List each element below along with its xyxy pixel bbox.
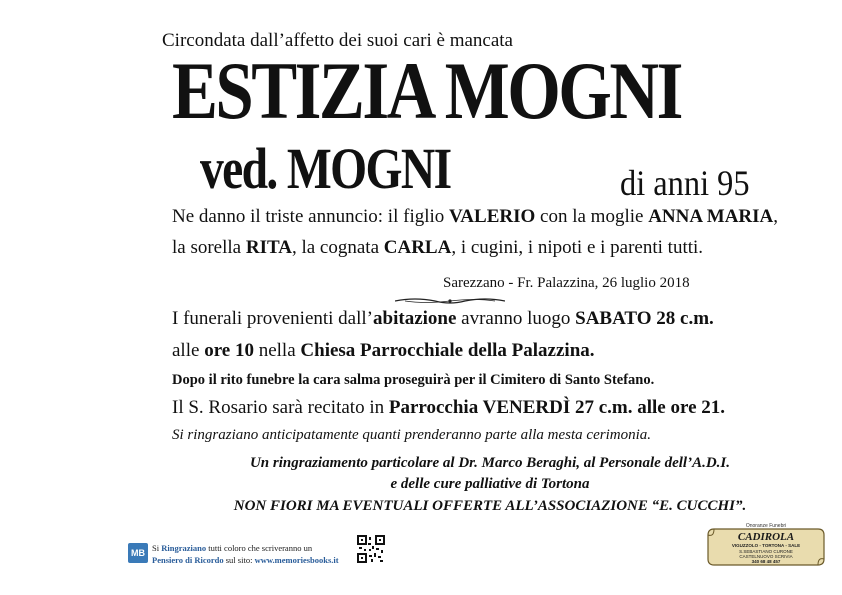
funeral-church: Chiesa Parrocchiale della Palazzina. [300,340,595,361]
age: di anni 95 [620,163,750,203]
seal-top: Onoranze Funebri [745,523,787,529]
intro-text: Circondata dall’affetto dei suoi cari è mancata [162,30,513,51]
daughter-in-law-name: ANNA MARIA [648,206,774,227]
memoriesbooks-logo: MB [128,543,148,563]
thanks-special-2: e delle cure palliative di Tortona [390,476,590,492]
deceased-name: ESTIZIA MOGNI [172,45,681,136]
rosary-details: Parrocchia VENERDÌ 27 c.m. alle ore 21. [388,397,726,418]
funeral-line-1: I funerali provenienti dall’abitazione avranno luogo SABATO 28 c.m. [172,308,714,329]
place-date: Sarezzano - Fr. Palazzina, 26 luglio 2018 [443,275,690,291]
funeral-line-2: alle ore 10 nella Chiesa Parrocchiale della Palazzina. [172,340,595,361]
footer-line-1: Si Ringraziano tutti coloro che scriveranno un [152,543,313,553]
ornament-divider [395,295,505,307]
funeral-time: ore 10 [204,340,254,361]
rosary-line: Il S. Rosario sarà recitato in Parrocchia VENERDÌ 27 c.m. alle ore 21. [172,397,726,418]
after-rite-text: Dopo il rito funebre la cara salma proseguirà per il Cimitero di Santo Stefano. [172,372,655,388]
sister-name: RITA [245,237,292,258]
announcement-line-2: la sorella RITA, la cognata CARLA, i cugini, i nipoti e i parenti tutti. [172,237,704,258]
no-flowers-text: NON FIORI MA EVENTUALI OFFERTE ALL’ASSOCIAZIONE “E. CUCCHI”. [233,498,747,514]
funeral-origin: abitazione [373,308,457,329]
sister-in-law-name: CARLA [383,237,452,258]
announcement-line-1: Ne danno il triste annuncio: il figlio VALERIO con la moglie ANNA MARIA, [172,206,779,227]
funeral-home-seal: Onoranze Funebri CADIROLA VIGUZZOLO - TORTONA - SALE S.SEBASTIANO CURONE CASTELNUOVO SCRIVIA 340 68 48 457 [706,525,826,569]
thanks-generic: Si ringraziano anticipatamente quanti prenderanno parte alla mesta cerimonia. [172,427,651,443]
qr-code-icon[interactable] [357,535,385,563]
widow-of: ved. MOGNI [200,136,451,201]
funeral-date: SABATO 28 c.m. [575,308,714,329]
seal-name: CADIROLA [737,531,795,543]
memoriesbooks-link[interactable]: www.memoriesbooks.it [254,555,339,565]
footer-line-2: Pensiero di Ricordo sul sito: www.memoriesbooks.it [152,555,339,565]
thanks-special-1: Un ringraziamento particolare al Dr. Marco Beraghi, al Personale dell’A.D.I. [249,455,731,471]
son-name: VALERIO [449,206,536,227]
